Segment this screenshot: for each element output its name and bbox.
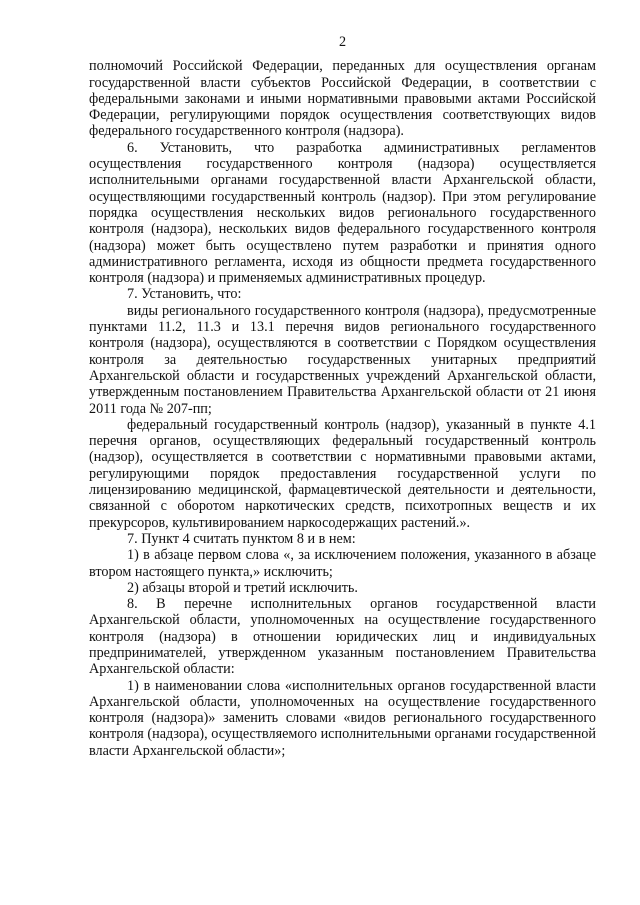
paragraph: 7. Пункт 4 считать пунктом 8 и в нем:	[127, 530, 356, 547]
page-number: 2	[338, 34, 347, 50]
paragraph: федеральный государственный контроль (надзор), указанный в пункте 4.1 перечня органов, осуществляющих федеральный государственный контроль (надзор), осуществляется в соответствии с нормативными правовыми актами, регулирующими порядок предоставления государственной услуги по лицензированию медицинской, фармацевтической деятельности и деятельности, связанной с оборотом наркотических средств, психотропных веществ и их прекурсоров, культивированием наркосодержащих растений.».	[89, 416, 596, 531]
paragraph: 7. Установить, что:	[127, 286, 242, 303]
document-page	[89, 34, 596, 759]
paragraph: виды регионального государственного контроля (надзора), предусмотренные пунктами 11.2, 11.3 и 13.1 перечня видов регионального государственного контроля (надзора), осуществляются в соответствии с Порядком осуществления контроля за деятельностью государственных унитарных предприятий Архангельской области и государственных учреждений Архангельской области, утвержденным постановлением Правительства Архангельской области от 21 июня 2011 года № 207-пп;	[89, 302, 596, 417]
paragraph: 8. В перечне исполнительных органов государственной власти Архангельской области, уполномоченных на осуществление государственного контроля (надзора) в отношении юридических лиц и индивидуальных предпринимателей, утвержденном указанным постановлением Правительства Архангельской области:	[89, 596, 596, 678]
document-body	[89, 58, 596, 759]
paragraph: 6. Установить, что разработка административных регламентов осуществления государственного контроля (надзора) осуществляется исполнительными органами государственной власти Архангельской области, осуществляющими государственный контроль (надзор). При этом регулирование порядка осуществления нескольких видов регионального государственного контроля (надзора), нескольких видов федерального государственного контроля (надзора) может быть осуществлено путем разработки и принятия одного административного регламента, исходя из общности предмета государственного контроля (надзора) и применяемых административных процедур.	[89, 139, 596, 287]
paragraph: 2) абзацы второй и третий исключить.	[127, 579, 358, 596]
paragraph: 1) в наименовании слова «исполнительных органов государственной власти Архангельской области, уполномоченных на осуществление государственного контроля (надзора)» заменить словами «видов регионального государственного контроля (надзора), осуществляемого исполнительными органами государственной власти Архангельской области»;	[89, 677, 596, 759]
paragraph: полномочий Российской Федерации, переданных для осуществления органам государственной власти субъектов Российской Федерации, в соответствии с федеральными законами и иными нормативными правовыми актами Российской Федерации, регулирующими порядок осуществления соответствующих видов федерального государственного контроля (надзора).	[89, 58, 596, 140]
paragraph: 1) в абзаце первом слова «, за исключением положения, указанного в абзаце втором настоящего пункта,» исключить;	[89, 547, 596, 580]
